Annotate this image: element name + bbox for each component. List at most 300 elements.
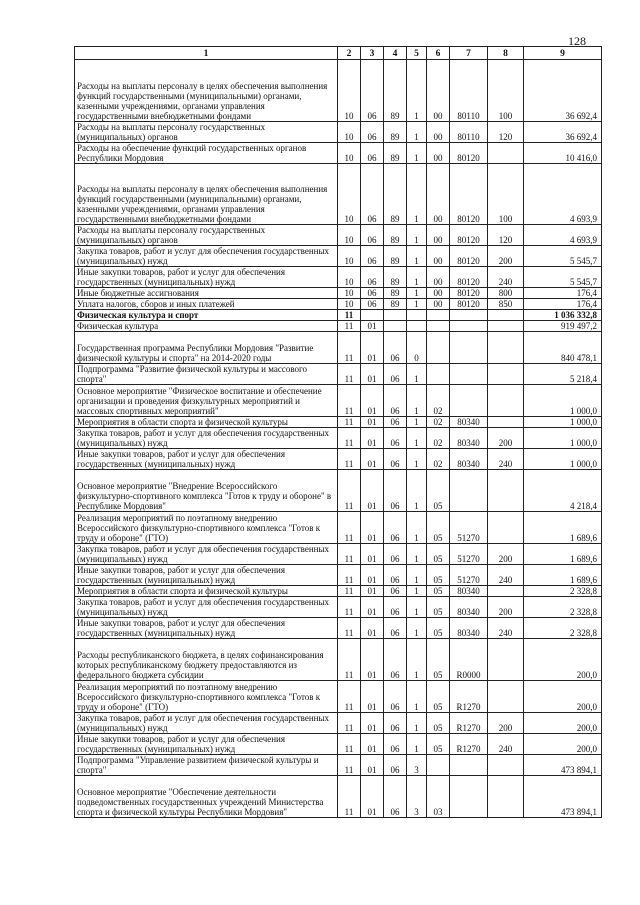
row-value-cell-6: 00: [427, 143, 450, 164]
row-value-cell-5: 1: [407, 417, 427, 428]
row-value-cell-8: [488, 364, 524, 385]
row-value-cell-5: 1: [407, 681, 427, 713]
row-value-cell-7: 80340: [450, 597, 488, 618]
row-value-cell-9: 4 693,9: [524, 164, 602, 225]
row-value-cell-6: 05: [427, 586, 450, 597]
row-value-cell-9: 200,0: [524, 734, 602, 755]
row-name-cell: Закупка товаров, работ и услуг для обеспечения государственных (муниципальных) нужд: [75, 428, 338, 449]
row-value-cell-3: 06: [361, 143, 384, 164]
row-value-cell-7: R1270: [450, 734, 488, 755]
table-row: [75, 597, 602, 618]
row-name-cell: Государственная программа Республики Мордовия "Развитие физической культуры и спорта" на 2014-2020 годы: [75, 332, 338, 364]
row-value-cell-5: 1: [407, 164, 427, 225]
row-value-cell-9: 2 328,8: [524, 586, 602, 597]
row-value-cell-8: [488, 417, 524, 428]
row-value-cell-7: 80340: [450, 417, 488, 428]
column-header-9: 9: [524, 47, 602, 60]
row-value-cell-5: 3: [407, 755, 427, 776]
table-row: [75, 288, 602, 299]
table-row: [75, 565, 602, 586]
table-row: [75, 321, 602, 332]
row-value-cell-4: 06: [384, 597, 407, 618]
row-name-cell: Реализация мероприятий по поэтапному внедрению Всероссийского физкультурно-спортивного комплекса "Готов к труду и обороне" (ГТО): [75, 512, 338, 544]
row-value-cell-6: 05: [427, 681, 450, 713]
row-value-cell-8: [488, 470, 524, 512]
row-value-cell-4: 06: [384, 618, 407, 639]
column-header-6: 6: [427, 47, 450, 60]
row-value-cell-7: 80120: [450, 267, 488, 288]
row-value-cell-9: 2 328,8: [524, 597, 602, 618]
row-value-cell-4: 06: [384, 565, 407, 586]
row-value-cell-7: 80340: [450, 586, 488, 597]
row-value-cell-7: 80340: [450, 428, 488, 449]
row-value-cell-2: 11: [338, 597, 361, 618]
row-value-cell-9: 1 689,6: [524, 544, 602, 565]
row-value-cell-8: 240: [488, 449, 524, 470]
row-value-cell-7: R1270: [450, 681, 488, 713]
row-value-cell-3: 01: [361, 734, 384, 755]
row-value-cell-2: 10: [338, 299, 361, 310]
table-row: [75, 776, 602, 818]
row-value-cell-3: 06: [361, 122, 384, 143]
table-row: [75, 586, 602, 597]
row-value-cell-7: 80340: [450, 449, 488, 470]
row-value-cell-3: 01: [361, 565, 384, 586]
row-value-cell-5: 1: [407, 299, 427, 310]
row-value-cell-6: 00: [427, 299, 450, 310]
row-value-cell-8: [488, 586, 524, 597]
row-value-cell-3: 06: [361, 164, 384, 225]
row-value-cell-6: 00: [427, 122, 450, 143]
row-name-cell: Физическая культура и спорт: [75, 310, 338, 321]
row-value-cell-2: 11: [338, 755, 361, 776]
row-value-cell-2: 10: [338, 60, 361, 122]
table-row: [75, 143, 602, 164]
row-name-cell: Иные закупки товаров, работ и услуг для обеспечения государственных (муниципальных) нужд: [75, 618, 338, 639]
row-value-cell-4: 06: [384, 449, 407, 470]
row-value-cell-8: [488, 681, 524, 713]
row-value-cell-8: [488, 776, 524, 818]
row-value-cell-8: 240: [488, 565, 524, 586]
table-row: [75, 310, 602, 321]
row-value-cell-4: 06: [384, 586, 407, 597]
row-name-cell: Закупка товаров, работ и услуг для обеспечения государственных (муниципальных) нужд: [75, 597, 338, 618]
row-value-cell-9: 5 545,7: [524, 246, 602, 267]
row-value-cell-2: 11: [338, 470, 361, 512]
row-value-cell-5: 1: [407, 267, 427, 288]
row-value-cell-3: 01: [361, 417, 384, 428]
row-value-cell-6: 05: [427, 639, 450, 681]
row-value-cell-7: 80340: [450, 618, 488, 639]
row-value-cell-9: 176,4: [524, 299, 602, 310]
row-value-cell-6: [427, 310, 450, 321]
row-value-cell-2: 11: [338, 681, 361, 713]
row-value-cell-8: [488, 310, 524, 321]
row-value-cell-5: 1: [407, 512, 427, 544]
row-value-cell-4: 89: [384, 246, 407, 267]
row-value-cell-3: 01: [361, 544, 384, 565]
row-value-cell-6: 02: [427, 417, 450, 428]
row-value-cell-3: 01: [361, 364, 384, 385]
table-row: [75, 734, 602, 755]
row-value-cell-4: 06: [384, 639, 407, 681]
row-value-cell-2: 11: [338, 310, 361, 321]
row-value-cell-2: 11: [338, 364, 361, 385]
row-value-cell-9: 1 689,6: [524, 565, 602, 586]
row-value-cell-8: [488, 385, 524, 417]
table-row: [75, 364, 602, 385]
row-value-cell-7: [450, 321, 488, 332]
row-value-cell-6: [427, 755, 450, 776]
table-row: [75, 512, 602, 544]
column-header-2: 2: [338, 47, 361, 60]
row-value-cell-8: 800: [488, 288, 524, 299]
row-value-cell-9: 4 218,4: [524, 470, 602, 512]
row-value-cell-2: 11: [338, 776, 361, 818]
row-value-cell-2: 11: [338, 321, 361, 332]
row-value-cell-7: 80120: [450, 246, 488, 267]
row-value-cell-5: 1: [407, 565, 427, 586]
row-value-cell-2: 11: [338, 428, 361, 449]
row-value-cell-8: 240: [488, 734, 524, 755]
row-value-cell-5: 1: [407, 143, 427, 164]
row-value-cell-4: 06: [384, 385, 407, 417]
row-value-cell-6: 05: [427, 734, 450, 755]
row-value-cell-6: [427, 364, 450, 385]
row-value-cell-5: 3: [407, 776, 427, 818]
row-name-cell: Расходы на выплаты персоналу государственных (муниципальных) органов: [75, 225, 338, 246]
row-value-cell-2: 11: [338, 565, 361, 586]
row-name-cell: Физическая культура: [75, 321, 338, 332]
row-value-cell-6: 05: [427, 512, 450, 544]
row-value-cell-3: 01: [361, 321, 384, 332]
row-value-cell-9: 1 036 332,8: [524, 310, 602, 321]
row-value-cell-5: 1: [407, 713, 427, 734]
row-name-cell: Закупка товаров, работ и услуг для обеспечения государственных (муниципальных) нужд: [75, 246, 338, 267]
row-value-cell-3: 06: [361, 60, 384, 122]
row-value-cell-6: 00: [427, 164, 450, 225]
row-value-cell-9: 10 416,0: [524, 143, 602, 164]
row-value-cell-7: [450, 385, 488, 417]
row-value-cell-6: 05: [427, 544, 450, 565]
row-value-cell-3: 01: [361, 470, 384, 512]
row-value-cell-6: 00: [427, 225, 450, 246]
row-value-cell-2: 11: [338, 385, 361, 417]
row-value-cell-3: 01: [361, 512, 384, 544]
row-value-cell-2: 11: [338, 734, 361, 755]
row-value-cell-4: 06: [384, 512, 407, 544]
row-name-cell: Реализация мероприятий по поэтапному внедрению Всероссийского физкультурно-спортивного комплекса "Готов к труду и обороне" (ГТО): [75, 681, 338, 713]
row-value-cell-3: 01: [361, 385, 384, 417]
table-row: [75, 225, 602, 246]
row-value-cell-6: 05: [427, 470, 450, 512]
row-value-cell-4: 89: [384, 122, 407, 143]
row-value-cell-3: 01: [361, 681, 384, 713]
row-name-cell: Основное мероприятие "Обеспечение деятельности подведомственных государственных учреждений Министерства спорта и физической культуры Республики Мордовия": [75, 776, 338, 818]
row-value-cell-9: 1 689,6: [524, 512, 602, 544]
row-value-cell-5: 1: [407, 470, 427, 512]
row-value-cell-3: 06: [361, 225, 384, 246]
row-value-cell-5: 1: [407, 246, 427, 267]
row-value-cell-4: 06: [384, 428, 407, 449]
row-value-cell-8: 200: [488, 713, 524, 734]
row-value-cell-9: 4 693,9: [524, 225, 602, 246]
table-row: [75, 122, 602, 143]
row-value-cell-5: 1: [407, 618, 427, 639]
row-name-cell: Подпрограмма "Управление развитием физической культуры и спорта": [75, 755, 338, 776]
row-value-cell-5: 1: [407, 586, 427, 597]
row-name-cell: Иные закупки товаров, работ и услуг для обеспечения государственных (муниципальных) нужд: [75, 267, 338, 288]
row-value-cell-4: 06: [384, 364, 407, 385]
row-value-cell-3: 01: [361, 618, 384, 639]
row-value-cell-3: 01: [361, 713, 384, 734]
column-header-3: 3: [361, 47, 384, 60]
row-value-cell-5: 1: [407, 122, 427, 143]
row-value-cell-8: 240: [488, 618, 524, 639]
row-value-cell-3: 01: [361, 586, 384, 597]
row-value-cell-7: [450, 755, 488, 776]
row-value-cell-5: 1: [407, 364, 427, 385]
row-name-cell: Иные закупки товаров, работ и услуг для обеспечения государственных (муниципальных) нужд: [75, 565, 338, 586]
row-value-cell-6: 03: [427, 776, 450, 818]
row-value-cell-6: 02: [427, 449, 450, 470]
row-value-cell-2: 11: [338, 417, 361, 428]
row-name-cell: Иные закупки товаров, работ и услуг для обеспечения государственных (муниципальных) нужд: [75, 449, 338, 470]
row-value-cell-9: 1 000,0: [524, 428, 602, 449]
row-value-cell-3: 06: [361, 288, 384, 299]
header-row: [75, 47, 602, 60]
row-value-cell-7: [450, 332, 488, 364]
row-value-cell-3: 01: [361, 776, 384, 818]
table-row: [75, 417, 602, 428]
row-name-cell: Основное мероприятие "Физическое воспитание и обеспечение организации и проведения физкультурных мероприятий и массовых спортивных мероприятий": [75, 385, 338, 417]
row-value-cell-2: 10: [338, 267, 361, 288]
row-value-cell-7: 80120: [450, 299, 488, 310]
row-value-cell-9: 5 545,7: [524, 267, 602, 288]
row-value-cell-5: 1: [407, 734, 427, 755]
row-value-cell-9: 200,0: [524, 713, 602, 734]
page-number: 128: [568, 34, 586, 48]
row-value-cell-3: 01: [361, 332, 384, 364]
row-value-cell-3: 06: [361, 267, 384, 288]
table-row: [75, 449, 602, 470]
row-value-cell-7: [450, 310, 488, 321]
row-value-cell-9: 5 218,4: [524, 364, 602, 385]
row-value-cell-4: [384, 321, 407, 332]
row-value-cell-4: 06: [384, 734, 407, 755]
row-value-cell-2: 10: [338, 164, 361, 225]
table-row: [75, 164, 602, 225]
row-value-cell-9: 473 894,1: [524, 755, 602, 776]
row-value-cell-4: 06: [384, 755, 407, 776]
row-value-cell-9: 1 000,0: [524, 449, 602, 470]
table-row: [75, 544, 602, 565]
row-value-cell-2: 11: [338, 512, 361, 544]
row-value-cell-2: 11: [338, 639, 361, 681]
row-value-cell-9: 200,0: [524, 681, 602, 713]
budget-table: [74, 46, 602, 818]
row-value-cell-6: 02: [427, 428, 450, 449]
row-value-cell-4: 89: [384, 267, 407, 288]
row-value-cell-2: 10: [338, 246, 361, 267]
row-name-cell: Мероприятия в области спорта и физической культуры: [75, 586, 338, 597]
table-row: [75, 332, 602, 364]
row-value-cell-8: 200: [488, 428, 524, 449]
row-value-cell-6: [427, 321, 450, 332]
row-value-cell-6: [427, 332, 450, 364]
row-value-cell-2: 11: [338, 449, 361, 470]
row-value-cell-6: 00: [427, 267, 450, 288]
row-name-cell: Закупка товаров, работ и услуг для обеспечения государственных (муниципальных) нужд: [75, 713, 338, 734]
row-value-cell-6: 00: [427, 246, 450, 267]
row-value-cell-9: 200,0: [524, 639, 602, 681]
column-header-4: 4: [384, 47, 407, 60]
row-name-cell: Закупка товаров, работ и услуг для обеспечения государственных (муниципальных) нужд: [75, 544, 338, 565]
row-value-cell-2: 11: [338, 332, 361, 364]
row-name-cell: Основное мероприятие "Внедрение Всероссийского физкультурно-спортивного комплекса "Готов к труду и обороне" в Республике Мордовия": [75, 470, 338, 512]
row-value-cell-9: 919 497,2: [524, 321, 602, 332]
row-value-cell-9: 176,4: [524, 288, 602, 299]
row-value-cell-9: 840 478,1: [524, 332, 602, 364]
row-name-cell: Расходы на обеспечение функций государственных органов Республики Мордовия: [75, 143, 338, 164]
row-value-cell-3: 06: [361, 246, 384, 267]
row-name-cell: Расходы на выплаты персоналу в целях обеспечения выполнения функций государственными (муниципальными) органами, казенными учреждениями, органами управления государственными внебюджетными фондами: [75, 164, 338, 225]
row-value-cell-4: 89: [384, 299, 407, 310]
table-row: [75, 267, 602, 288]
row-value-cell-9: 2 328,8: [524, 618, 602, 639]
table-row: [75, 681, 602, 713]
row-name-cell: Расходы на выплаты персоналу в целях обеспечения выполнения функций государственными (муниципальными) органами, казенными учреждениями, органами управления государственными внебюджетными фондами: [75, 60, 338, 122]
table-row: [75, 385, 602, 417]
column-header-5: 5: [407, 47, 427, 60]
row-value-cell-5: 1: [407, 60, 427, 122]
column-header-8: 8: [488, 47, 524, 60]
row-value-cell-4: 06: [384, 332, 407, 364]
row-value-cell-5: 1: [407, 544, 427, 565]
row-value-cell-8: 200: [488, 544, 524, 565]
row-value-cell-7: R0000: [450, 639, 488, 681]
row-value-cell-3: [361, 310, 384, 321]
row-value-cell-6: 00: [427, 288, 450, 299]
row-name-cell: Мероприятия в области спорта и физической культуры: [75, 417, 338, 428]
row-value-cell-8: 240: [488, 267, 524, 288]
row-value-cell-8: 200: [488, 246, 524, 267]
row-value-cell-4: 89: [384, 143, 407, 164]
row-name-cell: Расходы республиканского бюджета, в целях софинансирования которых республиканскому бюджету предоставляются из федерального бюджета субсидии: [75, 639, 338, 681]
row-value-cell-5: 1: [407, 597, 427, 618]
row-value-cell-8: [488, 755, 524, 776]
row-value-cell-3: 01: [361, 597, 384, 618]
row-name-cell: Уплата налогов, сборов и иных платежей: [75, 299, 338, 310]
row-value-cell-7: 51270: [450, 565, 488, 586]
row-value-cell-6: 05: [427, 713, 450, 734]
row-name-cell: Иные закупки товаров, работ и услуг для обеспечения государственных (муниципальных) нужд: [75, 734, 338, 755]
row-value-cell-8: [488, 512, 524, 544]
table-row: [75, 755, 602, 776]
row-value-cell-7: 80110: [450, 122, 488, 143]
row-value-cell-7: 80120: [450, 225, 488, 246]
row-value-cell-2: 10: [338, 288, 361, 299]
column-header-1: 1: [75, 47, 338, 60]
row-value-cell-7: 80120: [450, 288, 488, 299]
row-value-cell-8: [488, 332, 524, 364]
row-value-cell-4: 89: [384, 225, 407, 246]
row-value-cell-9: 1 000,0: [524, 417, 602, 428]
row-value-cell-8: 100: [488, 164, 524, 225]
row-value-cell-4: [384, 310, 407, 321]
row-value-cell-5: 1: [407, 288, 427, 299]
row-value-cell-5: 1: [407, 449, 427, 470]
row-value-cell-8: 100: [488, 60, 524, 122]
row-value-cell-4: 89: [384, 288, 407, 299]
table-row: [75, 246, 602, 267]
row-value-cell-7: 80120: [450, 143, 488, 164]
row-value-cell-4: 06: [384, 776, 407, 818]
row-value-cell-5: 0: [407, 332, 427, 364]
row-value-cell-2: 11: [338, 586, 361, 597]
row-value-cell-2: 10: [338, 122, 361, 143]
row-value-cell-9: 473 894,1: [524, 776, 602, 818]
row-value-cell-8: 120: [488, 225, 524, 246]
row-value-cell-5: 1: [407, 385, 427, 417]
row-value-cell-4: 06: [384, 470, 407, 512]
row-value-cell-8: [488, 321, 524, 332]
row-value-cell-9: 36 692,4: [524, 122, 602, 143]
row-value-cell-4: 89: [384, 60, 407, 122]
row-value-cell-4: 06: [384, 713, 407, 734]
row-value-cell-6: 05: [427, 618, 450, 639]
table-row: [75, 60, 602, 122]
row-value-cell-7: [450, 364, 488, 385]
row-value-cell-8: [488, 143, 524, 164]
row-value-cell-7: 51270: [450, 544, 488, 565]
row-name-cell: Подпрограмма "Развитие физической культуры и массового спорта": [75, 364, 338, 385]
row-value-cell-2: 11: [338, 713, 361, 734]
row-value-cell-3: 01: [361, 428, 384, 449]
row-value-cell-9: 1 000,0: [524, 385, 602, 417]
row-value-cell-4: 06: [384, 681, 407, 713]
row-value-cell-8: 200: [488, 597, 524, 618]
table-row: [75, 299, 602, 310]
row-value-cell-5: 1: [407, 428, 427, 449]
row-value-cell-8: 850: [488, 299, 524, 310]
row-value-cell-7: [450, 470, 488, 512]
column-header-7: 7: [450, 47, 488, 60]
row-value-cell-3: 01: [361, 639, 384, 681]
row-value-cell-4: 89: [384, 164, 407, 225]
table-row: [75, 639, 602, 681]
row-value-cell-5: 1: [407, 225, 427, 246]
row-name-cell: Иные бюджетные ассигнования: [75, 288, 338, 299]
row-name-cell: Расходы на выплаты персоналу государственных (муниципальных) органов: [75, 122, 338, 143]
row-value-cell-5: 1: [407, 639, 427, 681]
row-value-cell-9: 36 692,4: [524, 60, 602, 122]
row-value-cell-5: [407, 310, 427, 321]
row-value-cell-2: 10: [338, 225, 361, 246]
row-value-cell-4: 06: [384, 417, 407, 428]
row-value-cell-7: 80110: [450, 60, 488, 122]
row-value-cell-6: 05: [427, 597, 450, 618]
row-value-cell-7: 51270: [450, 512, 488, 544]
row-value-cell-2: 10: [338, 143, 361, 164]
row-value-cell-7: [450, 776, 488, 818]
row-value-cell-8: 120: [488, 122, 524, 143]
table-row: [75, 470, 602, 512]
row-value-cell-7: 80120: [450, 164, 488, 225]
row-value-cell-6: 00: [427, 60, 450, 122]
row-value-cell-3: 01: [361, 449, 384, 470]
row-value-cell-6: 05: [427, 565, 450, 586]
